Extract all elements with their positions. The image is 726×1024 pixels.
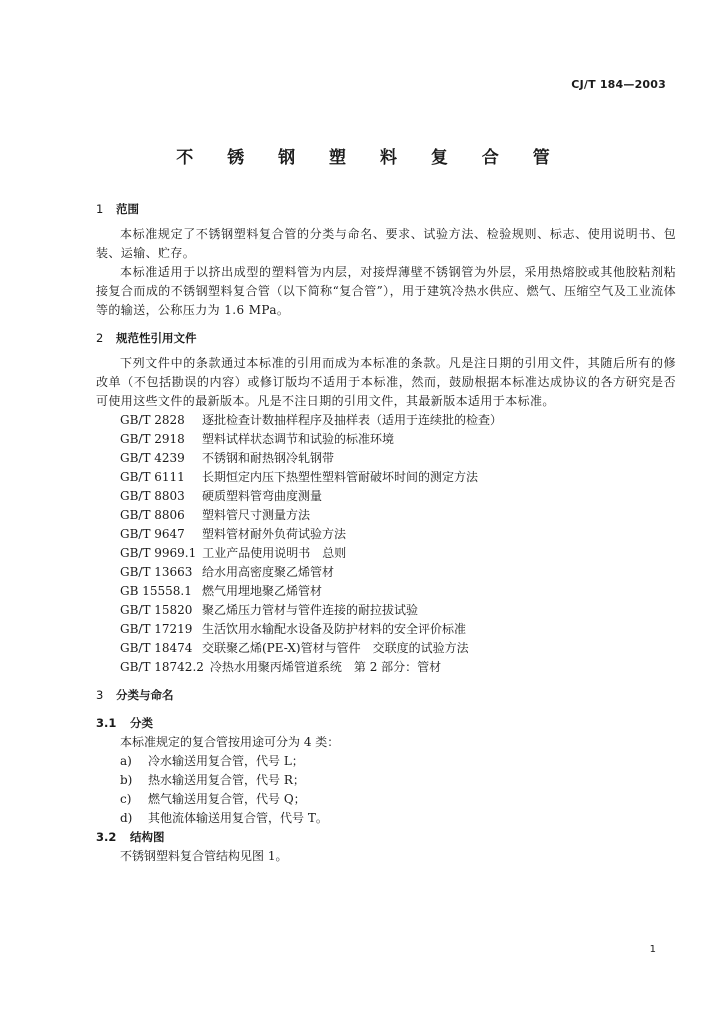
- list-text: 热水输送用复合管，代号 R；: [148, 773, 305, 787]
- reference-title: 生活饮用水输配水设备及防护材料的安全评价标准: [202, 622, 467, 636]
- reference-item: [120, 506, 676, 525]
- reference-item: [120, 411, 676, 430]
- reference-item: [120, 582, 676, 601]
- list-marker: d): [120, 811, 133, 825]
- reference-title: 工业产品使用说明书 总则: [202, 546, 347, 560]
- paragraph: 不锈钢塑料复合管结构见图 1。: [120, 849, 288, 863]
- reference-title: 不锈钢和耐热钢冷轧钢带: [202, 451, 335, 465]
- subsection-heading-structure-diagram: [96, 828, 676, 847]
- reference-item: [120, 563, 676, 582]
- reference-list: [120, 411, 676, 677]
- section-heading-scope: [96, 200, 676, 219]
- reference-title: 给水用高密度聚乙烯管材: [202, 565, 335, 579]
- list-item: [120, 771, 676, 790]
- reference-code: GB 15558.1: [120, 584, 192, 598]
- list-item: [120, 809, 676, 828]
- reference-item: [120, 639, 676, 658]
- page-number: 1: [649, 944, 656, 955]
- reference-item: [120, 525, 676, 544]
- section-number: 1: [96, 202, 104, 216]
- reference-item: [120, 658, 676, 677]
- reference-code: GB/T 2918: [120, 432, 185, 446]
- reference-code: GB/T 9647: [120, 527, 185, 541]
- reference-code: GB/T 8806: [120, 508, 185, 522]
- section-title: 分类与命名: [116, 688, 174, 702]
- section-heading-classification: [96, 686, 676, 705]
- list-marker: a): [120, 754, 132, 768]
- paragraph: 本标准规定了不锈钢塑料复合管的分类与命名、要求、试验方法、检验规则、标志、使用说明书、包装、运输、贮存。: [96, 227, 676, 260]
- reference-item: [120, 601, 676, 620]
- reference-code: GB/T 18742.2: [120, 660, 204, 674]
- list-text: 其他流体输送用复合管，代号 T。: [148, 811, 328, 825]
- paragraph: 本标准规定的复合管按用途可分为 4 类：: [120, 735, 340, 749]
- reference-code: GB/T 18474: [120, 641, 193, 655]
- subsection-title: 分类: [130, 716, 153, 730]
- section-title: 范围: [116, 202, 139, 216]
- reference-code: GB/T 8803: [120, 489, 185, 503]
- subsection-heading-classification: [96, 714, 676, 733]
- document-body: [96, 200, 676, 866]
- list-item: [120, 752, 676, 771]
- reference-title: 冷热水用聚丙烯管道系统 第 2 部分：管材: [209, 660, 442, 674]
- reference-item: [120, 449, 676, 468]
- paragraph: 本标准适用于以挤出成型的塑料管为内层，对接焊薄壁不锈钢管为外层，采用热熔胶或其他胶粘剂粘接复合而成的不锈钢塑料复合管（以下简称“复合管”），用于建筑冷热水供应、燃气、压缩空气及工业流体等的输送，公称压力为 1.6 MPa。: [96, 265, 676, 317]
- section-title: 规范性引用文件: [116, 331, 197, 345]
- list-marker: b): [120, 773, 133, 787]
- section-heading-normative-references: [96, 329, 676, 348]
- reference-title: 塑料管尺寸测量方法: [202, 508, 311, 522]
- reference-item: [120, 544, 676, 563]
- reference-title: 长期恒定内压下热塑性塑料管耐破坏时间的测定方法: [202, 470, 479, 484]
- paragraph: 下列文件中的条款通过本标准的引用而成为本标准的条款。凡是注日期的引用文件，其随后所有的修改单（不包括勘误的内容）或修订版均不适用于本标准，然而，鼓励根据本标准达成协议的各方研究是否可使用这些文件的最新版本。凡是不注日期的引用文件，其最新版本适用于本标准。: [96, 356, 676, 408]
- list-item: [120, 790, 676, 809]
- list-text: 燃气输送用复合管，代号 Q；: [148, 792, 306, 806]
- reference-code: GB/T 9969.1: [120, 546, 197, 560]
- reference-title: 硬质塑料管弯曲度测量: [202, 489, 323, 503]
- reference-code: GB/T 6111: [120, 470, 185, 484]
- reference-code: GB/T 4239: [120, 451, 185, 465]
- reference-code: GB/T 15820: [120, 603, 193, 617]
- document-title: 不 锈 钢 塑 料 复 合 管: [176, 148, 564, 168]
- reference-item: [120, 468, 676, 487]
- section-number: 3: [96, 688, 104, 702]
- reference-title: 交联聚乙烯(PE-X)管材与管件 交联度的试验方法: [202, 641, 469, 655]
- reference-code: GB/T 13663: [120, 565, 193, 579]
- reference-title: 塑料试样状态调节和试验的标准环境: [202, 432, 395, 446]
- section-number: 2: [96, 331, 104, 345]
- reference-title: 燃气用埋地聚乙烯管材: [202, 584, 323, 598]
- reference-title: 聚乙烯压力管材与管件连接的耐拉拔试验: [202, 603, 419, 617]
- reference-code: GB/T 2828: [120, 413, 185, 427]
- standard-code: CJ/T 184—2003: [571, 78, 666, 91]
- subsection-number: 3.1: [96, 716, 117, 730]
- subsection-number: 3.2: [96, 830, 117, 844]
- reference-code: GB/T 17219: [120, 622, 193, 636]
- reference-item: [120, 620, 676, 639]
- list-text: 冷水输送用复合管，代号 L；: [148, 754, 304, 768]
- reference-item: [120, 487, 676, 506]
- reference-title: 逐批检查计数抽样程序及抽样表（适用于连续批的检查）: [202, 413, 503, 427]
- list-marker: c): [120, 792, 132, 806]
- reference-title: 塑料管材耐外负荷试验方法: [202, 527, 347, 541]
- reference-item: [120, 430, 676, 449]
- subsection-title: 结构图: [130, 830, 165, 844]
